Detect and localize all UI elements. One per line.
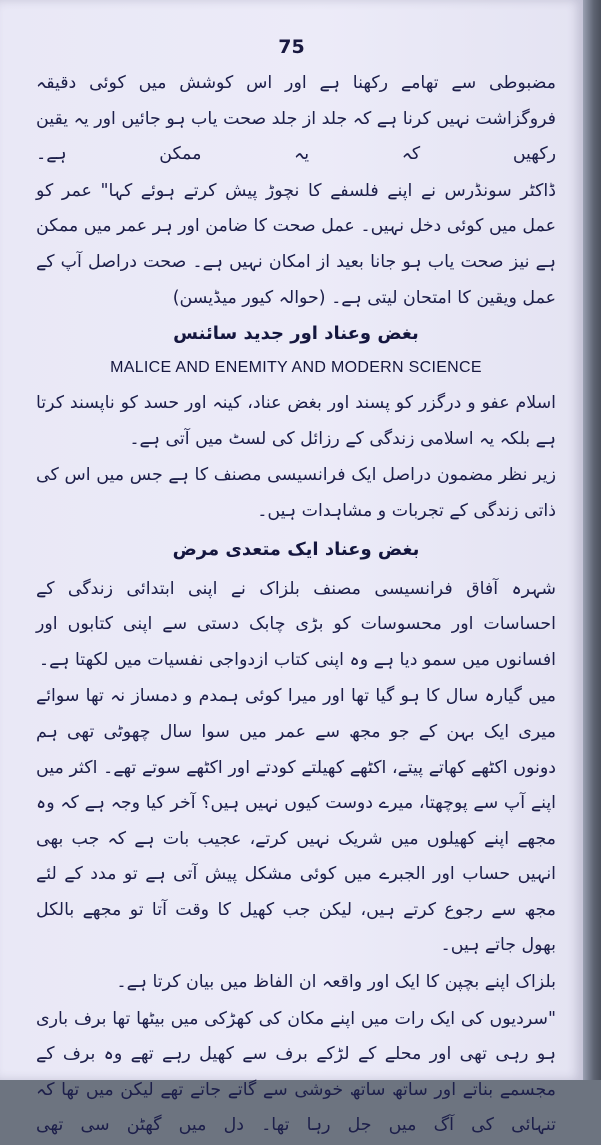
intro-paragraph-2: ڈاکٹر سونڈرس نے اپنے فلسفے کا نچوڑ پیش کرتے ہوئے کہا" عمر کو عمل میں کوئی دخل نہیں۔ عمل صحت کا ضامن اور ہر عمر میں ممکن ہے نیز صحت یاب ہو جانا بعید از امکان نہیں ہے۔ صحت دراصل آپ کے عمل ویقین کا امتحان لیتی ہے۔ (حوالہ کیور میڈیسن)	[36, 180, 556, 308]
sub-paragraph-1: شہرہ آفاق فرانسیسی مصنف بلزاک نے اپنی ابتدائی زندگی کے احساسات اور محسوسات کو بڑی چابک دستی سے اپنی کتابوں اور افسانوں میں سمو دیا ہے وہ اپنی کتاب ازدواجی نفسیات میں لکھتا ہے۔	[36, 578, 556, 670]
book-binding-edge	[583, 0, 601, 1080]
section-heading-english: MALICE AND ENEMITY AND MODERN SCIENCE	[110, 359, 482, 377]
page-content	[36, 66, 556, 1145]
sub-heading: بغض وعناد ایک متعدی مرض	[172, 538, 420, 560]
sub-paragraph-3: بلزاک اپنے بچپن کا ایک اور واقعہ ان الفاظ میں بیان کرتا ہے۔	[116, 972, 556, 993]
sub-paragraph-4: "سردیوں کی ایک رات میں اپنے مکان کی کھڑکی میں بیٹھا تھا برف باری ہو رہی تھی اور محلے کے لڑکے برف سے کھیل رہے تھے وہ برف کے مجسمے بناتے اور ساتھ ساتھ خوشی سے گاتے جاتے تھے لیکن میں تھا کہ تنہائی کی آگ میں جل رہا تھا۔ دل میں گھٹن سی تھی	[36, 1008, 556, 1136]
intro-paragraph-1: مضبوطی سے تھامے رکھنا ہے اور اس کوشش میں کوئی دقیقہ فروگزاشت نہیں کرنا ہے کہ جلد از جلد صحت یاب ہو جائیں اور یہ یقین رکھیں کہ یہ ممکن ہے۔	[36, 73, 556, 165]
section-paragraph-2: زیر نظر مضمون دراصل ایک فرانسیسی مصنف کا ہے جس میں اس کی ذاتی زندگی کے تجربات و مشاہدات ہیں۔	[36, 465, 556, 521]
section-paragraph-1: اسلام عفو و درگزر کو پسند اور بغض عناد، کینہ اور حسد کو ناپسند کرتا ہے بلکہ یہ اسلامی زندگی کے رزائل کی لسٹ میں آتی ہے۔	[36, 393, 556, 449]
section-heading-urdu: بغض وعناد اور جدید سائنس	[173, 323, 419, 345]
page-number: 75	[278, 36, 305, 58]
sub-paragraph-2: میں گیارہ سال کا ہو گیا تھا اور میرا کوئی ہمدم و دمساز نہ تھا سوائے میری ایک بہن کے جو مجھ سے عمر میں سوا سال چھوٹی تھی ہم دونوں اکٹھے کھاتے پیتے، اکٹھے کھیلتے کودتے اور اکٹھے سوتے تھے۔ اکثر میں اپنے آپ سے پوچھتا، میرے دوست کیوں نہیں ہیں؟ آخر کیا وجہ ہے کہ وہ مجھے اپنے کھیلوں میں شریک نہیں کرتے، عجیب بات ہے کہ جب بھی انہیں حساب اور الجبرے میں کوئی مشکل پیش آتی ہے تو مدد کے لئے مجھ سے رجوع کرتے ہیں، لیکن جب کھیل کا وقت آتا تو مجھے بالکل بھول جاتے ہیں۔	[36, 686, 556, 956]
